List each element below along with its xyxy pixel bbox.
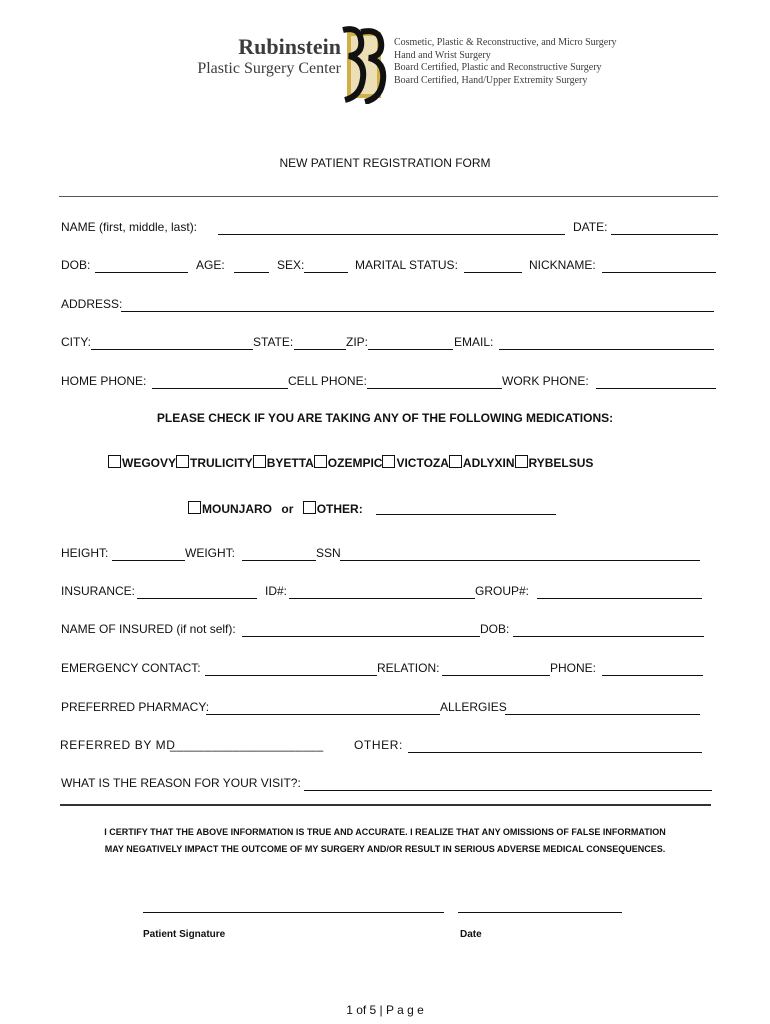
address-field[interactable] [121, 311, 714, 312]
group-field[interactable] [537, 598, 702, 599]
allergies-label: ALLERGIES [440, 700, 507, 714]
checkbox[interactable] [253, 455, 266, 468]
home-phone-field[interactable] [152, 388, 288, 389]
work-phone-label: WORK PHONE: [502, 374, 589, 388]
med-label: VICTOZA [396, 456, 449, 470]
other-med-field[interactable] [376, 514, 556, 515]
emergency-contact-label: EMERGENCY CONTACT: [61, 661, 201, 675]
dob-field[interactable] [95, 272, 188, 273]
weight-field[interactable] [242, 560, 316, 561]
insurance-field[interactable] [137, 598, 257, 599]
med-option-other[interactable] [303, 501, 363, 516]
relation-field[interactable] [442, 675, 550, 676]
patient-signature-field[interactable] [143, 912, 444, 913]
practice-name [181, 36, 341, 77]
emergency-contact-field[interactable] [205, 675, 377, 676]
med-label: MOUNJARO [202, 502, 273, 516]
zip-label: ZIP: [346, 335, 369, 349]
checkbox[interactable] [382, 455, 395, 468]
phone-field[interactable] [602, 675, 703, 676]
divider [60, 804, 711, 806]
certification-statement: I CERTIFY THAT THE ABOVE INFORMATION IS TRUE AND ACCURATE. I REALIZE THAT ANY OMISSIONS OF FALSE INFORMATION MAY NEGATIVELY IMPACT THE OUTCOME OF MY SURGERY AND/OR RESULT IN SERIOUS ADVERSE MEDICAL CONSEQUENCES. [104, 827, 666, 854]
divider [59, 196, 718, 197]
age-label: AGE: [196, 258, 225, 272]
zip-field[interactable] [368, 349, 453, 350]
group-label: GROUP#: [475, 584, 530, 598]
other-label: OTHER: [354, 738, 403, 752]
insurance-label: INSURANCE: [61, 584, 136, 598]
phone-label: PHONE: [550, 661, 597, 675]
city-field[interactable] [91, 349, 253, 350]
practice-name-line2: Plastic Surgery Center [197, 60, 341, 77]
med-label: RYBELSUS [528, 456, 594, 470]
tagline-line: Cosmetic, Plastic & Reconstructive, and Micro Surgery [394, 37, 617, 48]
relation-label: RELATION: [377, 661, 440, 675]
height-label: HEIGHT: [61, 546, 109, 560]
med-option[interactable] [382, 455, 448, 470]
work-phone-field[interactable] [596, 388, 716, 389]
checkbox[interactable] [176, 455, 189, 468]
patient-signature-label: Patient Signature [143, 929, 226, 940]
checkbox[interactable] [108, 455, 121, 468]
cell-phone-label: CELL PHONE: [288, 374, 367, 388]
tagline-line: Board Certified, Hand/Upper Extremity Surgery [394, 74, 588, 86]
nickname-label: NICKNAME: [529, 258, 596, 272]
med-option[interactable] [515, 455, 594, 470]
medications-heading: PLEASE CHECK IF YOU ARE TAKING ANY OF THE FOLLOWING MEDICATIONS: [156, 411, 614, 425]
name-of-insured-field[interactable] [242, 636, 480, 637]
med-option[interactable] [253, 455, 314, 470]
medications-row-2 [188, 501, 363, 516]
referred-by-label: REFERRED BY MD [60, 738, 176, 752]
id-field[interactable] [289, 598, 475, 599]
reason-for-visit-label: WHAT IS THE REASON FOR YOUR VISIT?: [61, 776, 301, 790]
med-label: OTHER: [316, 502, 363, 516]
ssn-field[interactable] [340, 560, 700, 561]
sex-label: SEX: [277, 258, 305, 272]
allergies-field[interactable] [505, 714, 700, 715]
city-label: CITY: [61, 335, 92, 349]
cell-phone-field[interactable] [367, 388, 502, 389]
medications-row-1 [108, 455, 593, 470]
date-field[interactable] [611, 234, 718, 235]
address-label: ADDRESS: [61, 297, 123, 311]
checkbox[interactable] [188, 501, 201, 514]
checkbox[interactable] [303, 501, 316, 514]
checkbox[interactable] [314, 455, 327, 468]
sex-field[interactable] [304, 272, 348, 273]
med-label: ADLYXIN [462, 456, 515, 470]
id-label: ID#: [265, 584, 288, 598]
name-label: NAME (first, middle, last): [61, 220, 198, 234]
preferred-pharmacy-field[interactable] [206, 714, 440, 715]
form-title: NEW PATIENT REGISTRATION FORM [279, 156, 491, 170]
rubinstein-logo-icon [339, 26, 391, 104]
reason-for-visit-field[interactable] [304, 790, 712, 791]
weight-label: WEIGHT: [185, 546, 235, 560]
referred-by-field[interactable]: ______________________ [170, 738, 324, 752]
insured-dob-label: DOB: [480, 622, 510, 636]
email-field[interactable] [499, 349, 714, 350]
home-phone-label: HOME PHONE: [61, 374, 147, 388]
checkbox[interactable] [449, 455, 462, 468]
tagline-line: Hand and Wrist Surgery [394, 49, 491, 61]
med-label: OZEMPIC [327, 456, 383, 470]
date-label: DATE: [573, 220, 608, 234]
med-option[interactable] [176, 455, 253, 470]
med-option[interactable] [314, 455, 383, 470]
preferred-pharmacy-label: PREFERRED PHARMACY: [61, 700, 210, 714]
signature-date-label: Date [460, 929, 482, 940]
med-option[interactable] [108, 455, 176, 470]
med-option-mounjaro[interactable] [188, 501, 272, 516]
marital-status-field[interactable] [464, 272, 522, 273]
or-label: or [281, 502, 294, 516]
age-field[interactable] [234, 272, 269, 273]
state-label: STATE: [253, 335, 294, 349]
tagline-line: Board Certified, Plastic and Reconstructive Surgery [394, 62, 602, 73]
ssn-label: SSN [316, 546, 341, 560]
name-of-insured-label: NAME OF INSURED (if not self): [61, 622, 236, 636]
med-label: WEGOVY [122, 456, 177, 470]
page-number: 1 of 5 | P a g e [346, 1003, 424, 1017]
other-field[interactable] [408, 752, 702, 753]
email-label: EMAIL: [454, 335, 494, 349]
med-label: TRULICITY [190, 456, 253, 470]
dob-label: DOB: [61, 258, 91, 272]
height-field[interactable] [112, 560, 185, 561]
practice-name-line1: Rubinstein [238, 34, 341, 59]
med-option[interactable] [449, 455, 515, 470]
practice-tagline [394, 37, 617, 87]
nickname-field[interactable] [602, 272, 716, 273]
insured-dob-field[interactable] [513, 636, 704, 637]
med-label: BYETTA [266, 456, 314, 470]
checkbox[interactable] [515, 455, 528, 468]
marital-status-label: MARITAL STATUS: [355, 258, 458, 272]
name-field[interactable] [218, 234, 565, 235]
state-field[interactable] [294, 349, 346, 350]
signature-date-field[interactable] [458, 912, 622, 913]
